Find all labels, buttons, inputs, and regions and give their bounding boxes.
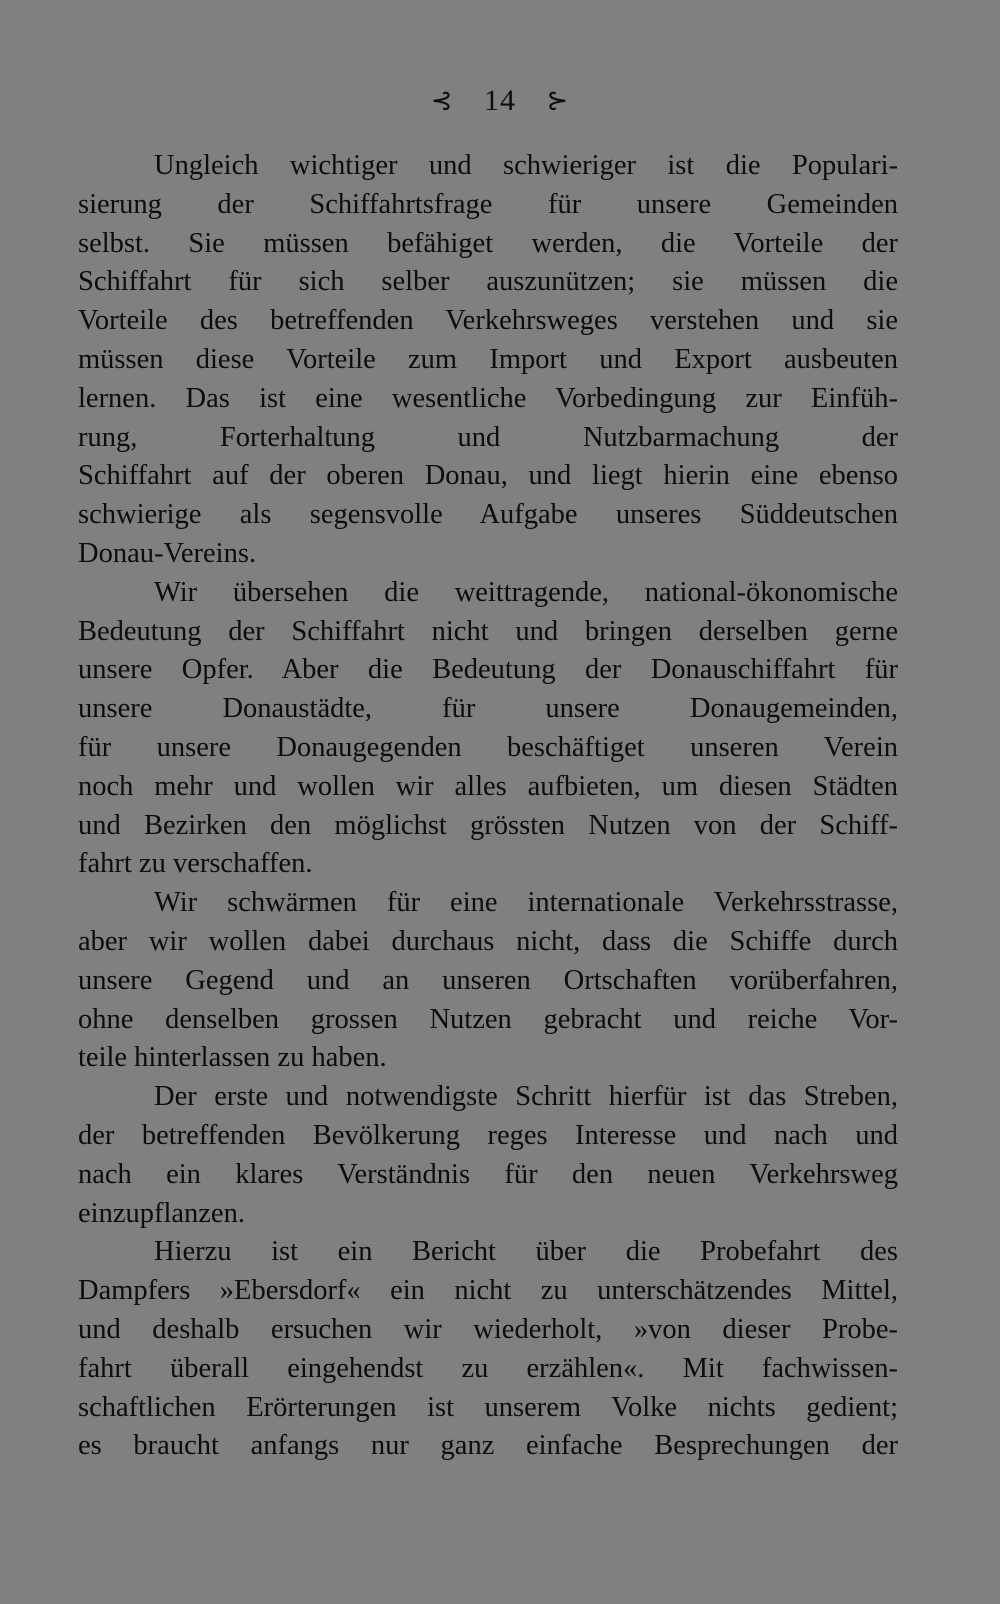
text-line: unsere Gegend und an unseren Ortschaften vorüberfahren, [78, 964, 898, 996]
ornament-left-icon: ⊰ [430, 86, 454, 116]
text-line: Wir schwärmen für eine internationale Verkehrsstrasse, [154, 887, 898, 919]
text-line: aber wir wollen dabei durchaus nicht, dass die Schiffe durch [78, 925, 898, 957]
text-line: rung, Forterhaltung und Nutzbarmachung der [78, 421, 898, 453]
text-line: müssen diese Vorteile zum Import und Export ausbeuten [78, 343, 898, 375]
text-line: nach ein klares Verständnis für den neuen Verkehrsweg [78, 1158, 898, 1190]
page-header [0, 82, 1000, 118]
text-line: noch mehr und wollen wir alles aufbieten, um diesen Städten [78, 770, 898, 802]
text-line: Schiffahrt auf der oberen Donau, und liegt hierin eine ebenso [78, 460, 898, 492]
text-line: Schiffahrt für sich selber auszunützen; sie müssen die [78, 266, 898, 298]
ornament-right-icon: ⊱ [546, 86, 570, 116]
page-number: 14 [484, 84, 516, 118]
text-line: Hierzu ist ein Bericht über die Probefahrt des [154, 1236, 898, 1268]
text-line: unsere Opfer. Aber die Bedeutung der Donauschiffahrt für [78, 654, 898, 686]
text-line: sierung der Schiffahrtsfrage für unsere Gemeinden [78, 188, 898, 220]
text-line: und deshalb ersuchen wir wiederholt, »von dieser Probe- [78, 1313, 898, 1345]
text-line: lernen. Das ist eine wesentliche Vorbedingung zur Einfüh- [78, 382, 898, 414]
text-line: schaftlichen Erörterungen ist unserem Volke nichts gedient; [78, 1391, 898, 1423]
text-line: selbst. Sie müssen befähiget werden, die Vorteile der [78, 227, 898, 259]
text-line: Ungleich wichtiger und schwieriger ist die Populari- [154, 150, 898, 181]
text-line: Vorteile des betreffenden Verkehrsweges verstehen und sie [78, 305, 898, 337]
text-line: fahrt zu verschaffen. [78, 848, 313, 880]
text-line: für unsere Donaugegenden beschäftiget unseren Verein [78, 731, 898, 763]
text-line: Der erste und notwendigste Schritt hierfür ist das Streben, [154, 1081, 898, 1113]
text-line: einzupflanzen. [78, 1197, 245, 1229]
text-line: schwierige als segensvolle Aufgabe unseres Süddeutschen [78, 499, 898, 531]
text-line: Donau-Vereins. [78, 537, 257, 569]
text-line: und Bezirken den möglichst grössten Nutzen von der Schiff- [78, 809, 898, 841]
text-line: es braucht anfangs nur ganz einfache Besprechungen der [78, 1430, 898, 1462]
body-text [78, 147, 898, 1466]
text-line: ohne denselben grossen Nutzen gebracht und reiche Vor- [78, 1003, 898, 1035]
text-line: unsere Donaustädte, für unsere Donaugemeinden, [78, 693, 898, 725]
text-line: fahrt überall eingehendst zu erzählen«. Mit fachwissen- [78, 1352, 898, 1384]
text-line: teile hinterlassen zu haben. [78, 1042, 387, 1074]
text-line: Wir übersehen die weittragende, national-ökonomische [154, 576, 898, 608]
text-line: der betreffenden Bevölkerung reges Interesse und nach und [78, 1119, 898, 1151]
text-line: Bedeutung der Schiffahrt nicht und bringen derselben gerne [78, 615, 898, 647]
text-line: Dampfers »Ebersdorf« ein nicht zu unterschätzendes Mittel, [78, 1275, 898, 1307]
